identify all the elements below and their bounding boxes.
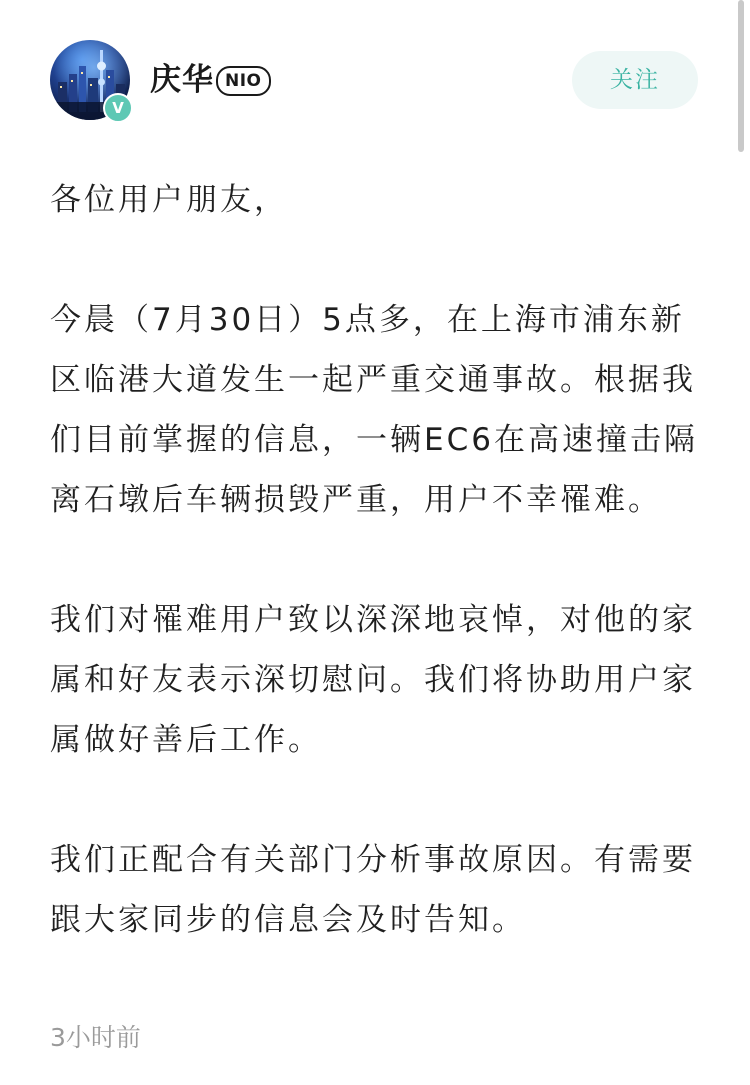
post-body [50,170,700,950]
post-header [0,0,750,150]
scrollbar[interactable] [738,0,744,152]
verified-icon: V [103,93,133,123]
author-name[interactable]: 庆华 [150,62,214,98]
brand-badge: NIO [216,66,271,96]
post-paragraph: 我们对罹难用户致以深深地哀悼，对他的家属和好友表示深切慰问。我们将协助用户家属做好善后工作。 [50,602,696,758]
post-timestamp: 3小时前 [50,1023,141,1052]
post-paragraph: 各位用户朋友， [50,182,288,218]
post-paragraph: 今晨（7月30日）5点多，在上海市浦东新区临港大道发生一起严重交通事故。根据我们目前掌握的信息，一辆EC6在高速撞击隔离石墩后车辆损毁严重，用户不幸罹难。 [50,302,698,518]
post-paragraph: 我们正配合有关部门分析事故原因。有需要跟大家同步的信息会及时告知。 [50,842,696,938]
follow-button[interactable]: 关注 [572,51,698,109]
